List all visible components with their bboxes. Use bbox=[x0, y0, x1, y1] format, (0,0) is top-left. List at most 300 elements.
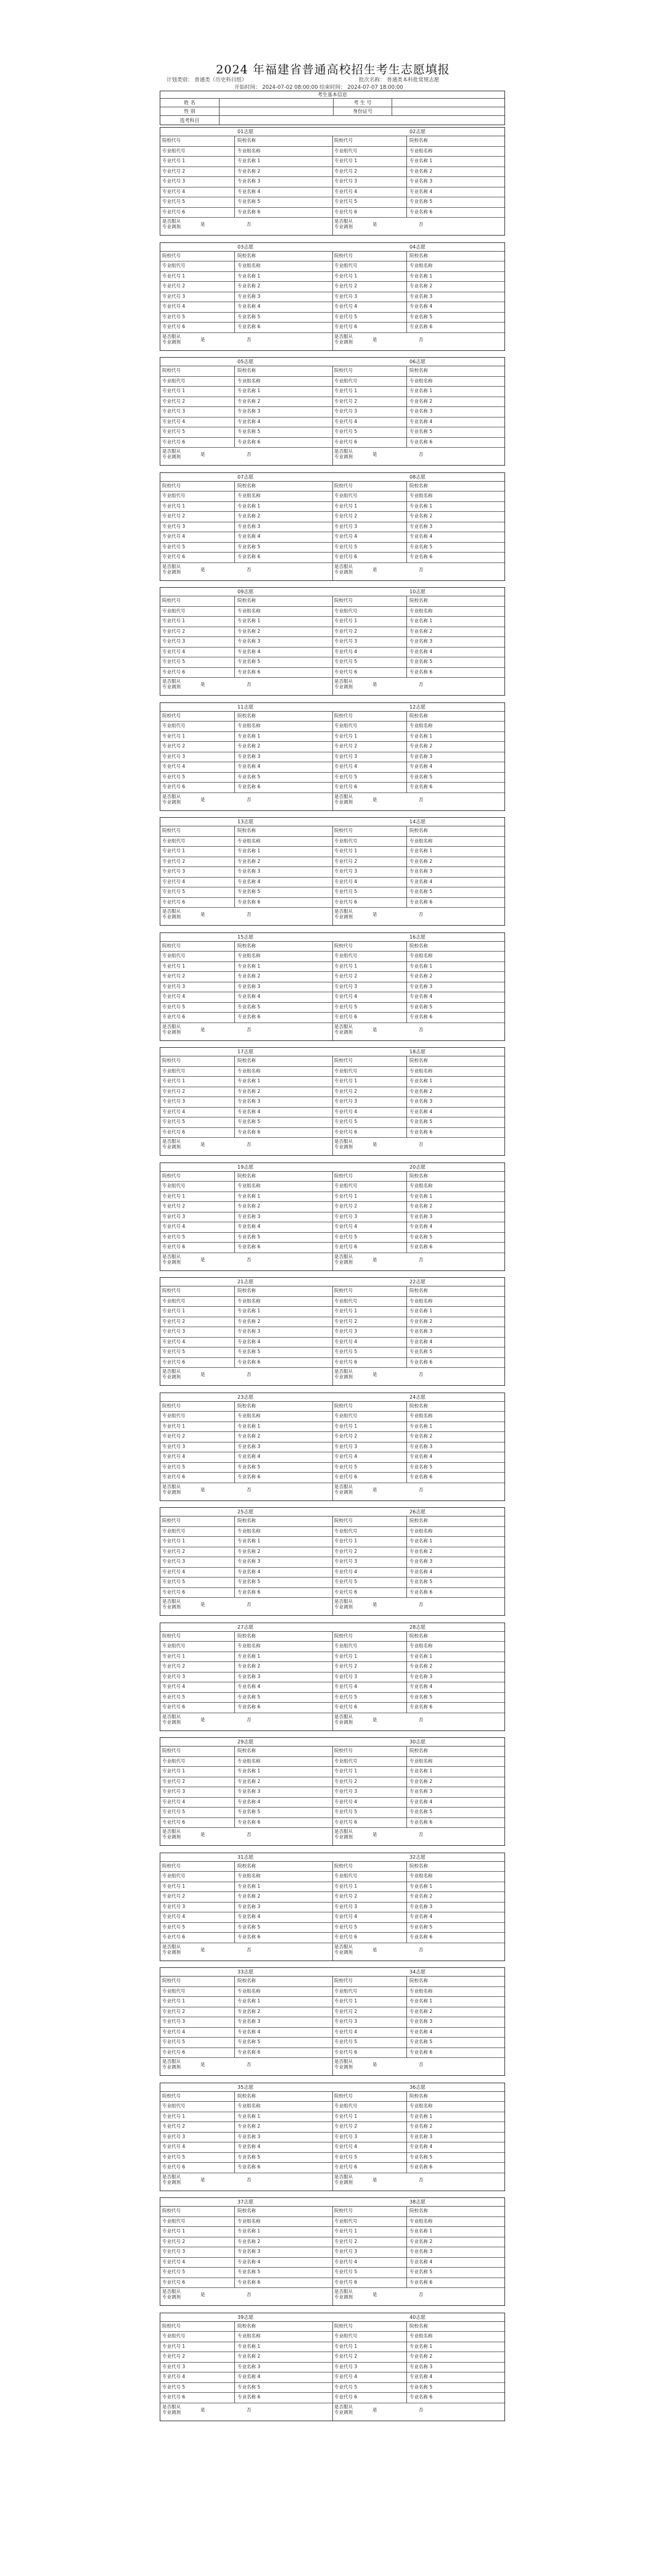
major-index: 6 bbox=[182, 2394, 186, 2400]
major-group-code-label: 专业组代号 bbox=[334, 723, 358, 728]
adjust-yes-option[interactable]: 是 bbox=[200, 2176, 205, 2183]
major-name-label bbox=[237, 1454, 260, 1460]
candidate-no-value[interactable] bbox=[392, 99, 506, 107]
cell-divider bbox=[406, 1056, 407, 1066]
cell-divider bbox=[406, 2142, 407, 2152]
major-code-label bbox=[334, 1663, 357, 1669]
adjust-yes-option[interactable]: 是 bbox=[200, 2406, 205, 2413]
major-name-label bbox=[237, 763, 260, 770]
major-index: 5 bbox=[257, 1809, 261, 1814]
row-line bbox=[160, 1337, 504, 1338]
major-index: 3 bbox=[429, 1903, 433, 1909]
major-index: 1 bbox=[182, 1193, 186, 1199]
adjust-yes-option[interactable]: 是 bbox=[200, 1372, 205, 1377]
major-code-label bbox=[162, 743, 185, 749]
group-body bbox=[160, 1056, 504, 1155]
adjust-yes-option[interactable]: 是 bbox=[372, 336, 377, 342]
major-code-prefix: 专业代号 bbox=[162, 2039, 181, 2044]
major-code-prefix: 专业代号 bbox=[334, 1433, 353, 1439]
major-code-prefix: 专业代号 bbox=[334, 1463, 353, 1470]
major-name-prefix: 专业名称 bbox=[409, 2238, 428, 2244]
major-index: 2 bbox=[354, 628, 358, 634]
major-code-label bbox=[162, 2029, 185, 2035]
cell-divider bbox=[406, 1171, 407, 1182]
group-body bbox=[160, 941, 504, 1040]
major-group-name-label: 专业组名称 bbox=[237, 263, 261, 268]
major-code-prefix: 专业代号 bbox=[162, 2374, 181, 2379]
plan-category: 计划类别： 普通类（历史科目组） bbox=[166, 77, 247, 83]
adjust-no-option[interactable]: 否 bbox=[247, 221, 252, 227]
major-index: 5 bbox=[182, 889, 186, 894]
group-number-label bbox=[237, 1738, 253, 1746]
major-name-prefix: 专业名称 bbox=[237, 1548, 256, 1554]
cell-divider bbox=[406, 951, 407, 961]
group-number-label bbox=[409, 1968, 426, 1976]
major-code-label bbox=[162, 554, 185, 560]
major-code-label bbox=[162, 513, 185, 519]
major-name-prefix: 专业名称 bbox=[409, 303, 428, 309]
major-name-label bbox=[237, 2279, 260, 2286]
major-index: 2 bbox=[429, 973, 433, 979]
major-group-name-label: 专业组名称 bbox=[237, 1298, 261, 1304]
adjust-yes-option[interactable]: 是 bbox=[372, 1142, 377, 1147]
major-name-prefix: 专业名称 bbox=[237, 1914, 256, 1919]
adjust-no-option[interactable]: 否 bbox=[419, 1372, 424, 1377]
school-name-label: 院校名称 bbox=[409, 1172, 428, 1179]
major-name-prefix: 专业名称 bbox=[237, 158, 256, 163]
adjust-no-option[interactable]: 否 bbox=[247, 1372, 252, 1377]
adjust-no-option[interactable]: 否 bbox=[419, 566, 424, 572]
major-code-label bbox=[334, 324, 357, 330]
adjust-no-option[interactable]: 否 bbox=[247, 2062, 252, 2067]
major-code-label bbox=[162, 754, 185, 760]
adjust-yes-option[interactable]: 是 bbox=[372, 2292, 377, 2297]
cell-divider bbox=[406, 2321, 407, 2332]
adjust-label-line2: 专业调剂 bbox=[334, 2179, 353, 2185]
major-index: 6 bbox=[354, 1934, 358, 1940]
cell-divider bbox=[406, 501, 407, 512]
row-line bbox=[160, 376, 504, 377]
adjust-no-option[interactable]: 否 bbox=[247, 1716, 252, 1722]
major-code-prefix: 专业代号 bbox=[334, 1819, 353, 1825]
adjust-no-option[interactable]: 否 bbox=[247, 566, 252, 572]
major-index: 6 bbox=[354, 1359, 358, 1365]
major-index: 4 bbox=[354, 533, 358, 539]
major-name-label bbox=[237, 398, 260, 405]
adjust-no-option[interactable]: 否 bbox=[419, 681, 424, 687]
major-index: 2 bbox=[182, 398, 186, 404]
adjust-yes-option[interactable]: 是 bbox=[372, 911, 377, 917]
major-index: 5 bbox=[182, 2154, 186, 2160]
major-code-prefix: 专业代号 bbox=[162, 1233, 181, 1240]
major-name-prefix: 专业名称 bbox=[237, 418, 256, 424]
adjust-no-option[interactable]: 否 bbox=[247, 336, 252, 342]
cell-divider bbox=[234, 187, 235, 197]
row-line bbox=[160, 176, 504, 177]
major-group-name-label: 专业组名称 bbox=[409, 1183, 433, 1188]
id-value[interactable] bbox=[392, 107, 506, 115]
major-name-label bbox=[237, 848, 260, 854]
major-code-prefix: 专业代号 bbox=[334, 523, 353, 529]
major-code-prefix: 专业代号 bbox=[162, 2384, 181, 2390]
group-number: 03 bbox=[237, 244, 244, 250]
adjust-no-option[interactable]: 否 bbox=[247, 1486, 252, 1492]
major-index: 3 bbox=[429, 1558, 433, 1564]
cell-divider bbox=[234, 1672, 235, 1682]
adjust-no-option[interactable]: 否 bbox=[419, 1026, 424, 1032]
adjust-yes-option[interactable]: 是 bbox=[372, 1256, 377, 1262]
major-name-label bbox=[409, 868, 432, 874]
adjust-yes-option[interactable]: 是 bbox=[372, 1372, 377, 1377]
major-index: 1 bbox=[354, 618, 358, 623]
adjust-label-line2: 专业调剂 bbox=[162, 684, 181, 689]
major-name-label bbox=[409, 1234, 432, 1240]
adjust-no-option[interactable]: 否 bbox=[419, 2176, 424, 2183]
major-code-prefix: 专业代号 bbox=[334, 1108, 353, 1114]
adjust-yes-option[interactable]: 是 bbox=[200, 1026, 205, 1032]
major-name-prefix: 专业名称 bbox=[237, 523, 256, 529]
major-code-label bbox=[334, 1119, 357, 1125]
cell-divider bbox=[234, 167, 235, 177]
major-code-label bbox=[162, 294, 185, 300]
major-code-label bbox=[334, 408, 357, 414]
adjust-yes-option[interactable]: 是 bbox=[200, 681, 205, 687]
row-line bbox=[160, 1597, 504, 1598]
adjust-no-option[interactable]: 否 bbox=[247, 1026, 252, 1032]
adjust-no-option[interactable]: 否 bbox=[419, 1946, 424, 1953]
adjust-yes-option[interactable]: 是 bbox=[200, 1486, 205, 1492]
cell-divider bbox=[234, 846, 235, 857]
cell-divider bbox=[234, 2362, 235, 2372]
major-name-prefix: 专业名称 bbox=[409, 1684, 428, 1689]
adjust-yes-option[interactable]: 是 bbox=[372, 1832, 377, 1837]
adjust-yes-option[interactable]: 是 bbox=[372, 221, 377, 227]
cell-divider bbox=[234, 1631, 235, 1642]
major-name-label bbox=[409, 1214, 432, 1220]
group-suffix: 志愿 bbox=[416, 1279, 426, 1285]
adjust-no-option[interactable]: 否 bbox=[419, 451, 424, 457]
major-name-label bbox=[409, 2029, 432, 2035]
adjust-no-option[interactable]: 否 bbox=[419, 221, 424, 227]
adjust-yes-option[interactable]: 是 bbox=[372, 2406, 377, 2413]
cell-divider bbox=[406, 741, 407, 752]
cell-divider bbox=[234, 532, 235, 542]
row-line bbox=[160, 951, 504, 952]
row-line bbox=[160, 217, 504, 218]
major-group-code-label: 专业组代号 bbox=[162, 2333, 186, 2339]
major-name-label bbox=[409, 2144, 432, 2150]
adjust-yes-option[interactable]: 是 bbox=[200, 2292, 205, 2297]
group-suffix: 志愿 bbox=[244, 819, 254, 825]
adjust-no-option[interactable]: 否 bbox=[247, 1256, 252, 1262]
major-index: 6 bbox=[257, 2049, 261, 2055]
row-line bbox=[160, 647, 504, 648]
cell-divider bbox=[406, 481, 407, 492]
major-code-prefix: 专业代号 bbox=[162, 1474, 181, 1479]
major-name-label bbox=[409, 1694, 432, 1700]
major-name-prefix: 专业名称 bbox=[237, 1768, 256, 1774]
batch-name: 批次名称： 普通类本科批常规志愿 bbox=[359, 77, 440, 83]
adjust-yes-option[interactable]: 是 bbox=[372, 681, 377, 687]
major-code-label bbox=[162, 1359, 185, 1365]
major-name-label bbox=[409, 899, 432, 905]
adjust-yes-option[interactable]: 是 bbox=[200, 221, 205, 227]
major-name-label bbox=[237, 1203, 260, 1209]
adjust-no-option[interactable]: 否 bbox=[247, 2176, 252, 2183]
adjust-no-option[interactable]: 否 bbox=[419, 1716, 424, 1722]
adjust-yes-option[interactable]: 是 bbox=[200, 566, 205, 572]
adjust-no-option[interactable]: 否 bbox=[419, 1832, 424, 1837]
major-index: 2 bbox=[354, 1203, 358, 1209]
major-name-prefix: 专业名称 bbox=[409, 2363, 428, 2369]
adjust-no-option[interactable]: 否 bbox=[419, 911, 424, 917]
major-name-label bbox=[237, 2353, 260, 2360]
cell-divider bbox=[406, 302, 407, 312]
major-code-prefix: 专业代号 bbox=[162, 659, 181, 664]
major-index: 1 bbox=[354, 2228, 358, 2234]
school-code-label: 院校代号 bbox=[162, 1402, 181, 1409]
adjust-yes-option[interactable]: 是 bbox=[372, 2062, 377, 2067]
adjust-no-option[interactable]: 否 bbox=[247, 1142, 252, 1147]
major-code-label bbox=[162, 994, 185, 1000]
major-code-prefix: 专业代号 bbox=[334, 669, 353, 675]
cell-divider bbox=[406, 866, 407, 877]
cell-divider bbox=[406, 616, 407, 627]
adjust-no-option[interactable]: 否 bbox=[419, 1142, 424, 1147]
major-index: 4 bbox=[257, 1108, 261, 1114]
adjust-yes-option[interactable]: 是 bbox=[372, 1602, 377, 1607]
cell-divider bbox=[406, 1902, 407, 1912]
adjust-yes-option[interactable]: 是 bbox=[372, 451, 377, 457]
gender-value[interactable] bbox=[219, 107, 333, 115]
group-number: 11 bbox=[237, 704, 244, 710]
major-code-prefix: 专业代号 bbox=[162, 1338, 181, 1344]
group-suffix: 志愿 bbox=[416, 2199, 426, 2205]
cell-divider bbox=[234, 197, 235, 207]
group-number-label bbox=[409, 818, 426, 826]
adjust-yes-option[interactable]: 是 bbox=[372, 566, 377, 572]
adjust-no-option[interactable]: 否 bbox=[419, 796, 424, 802]
major-code-label bbox=[334, 1129, 357, 1135]
cell-divider bbox=[406, 877, 407, 887]
row-line bbox=[160, 1922, 504, 1923]
school-code-label: 院校代号 bbox=[334, 1748, 353, 1753]
major-name-label bbox=[237, 2144, 260, 2150]
major-code-prefix: 专业代号 bbox=[162, 533, 181, 539]
subjects-value[interactable] bbox=[219, 116, 506, 125]
major-code-prefix: 专业代号 bbox=[162, 303, 181, 309]
row-line bbox=[160, 667, 504, 668]
major-name-label bbox=[409, 524, 432, 530]
major-index: 5 bbox=[354, 199, 358, 204]
major-index: 3 bbox=[182, 1673, 186, 1679]
adjust-yes-option[interactable]: 是 bbox=[200, 1142, 205, 1147]
row-line bbox=[160, 1462, 504, 1463]
adjust-yes-option[interactable]: 是 bbox=[372, 2176, 377, 2183]
group-number-label bbox=[237, 818, 253, 826]
major-name-label bbox=[409, 199, 432, 205]
major-index: 6 bbox=[354, 1704, 358, 1710]
adjust-no-option[interactable]: 否 bbox=[247, 1602, 252, 1607]
major-code-label bbox=[334, 1454, 357, 1460]
major-index: 3 bbox=[429, 1328, 433, 1334]
column-divider bbox=[332, 2206, 333, 2305]
cell-divider bbox=[234, 866, 235, 877]
group-suffix: 志愿 bbox=[244, 1739, 254, 1745]
adjust-no-option[interactable]: 否 bbox=[419, 2062, 424, 2067]
major-name-label bbox=[237, 784, 260, 790]
major-index: 5 bbox=[429, 2269, 433, 2274]
major-name-prefix: 专业名称 bbox=[409, 784, 428, 789]
major-code-label bbox=[162, 2154, 185, 2160]
major-code-prefix: 专业代号 bbox=[334, 1798, 353, 1804]
major-name-label bbox=[409, 784, 432, 790]
cell-divider bbox=[234, 941, 235, 952]
adjust-no-option[interactable]: 否 bbox=[247, 911, 252, 917]
adjust-yes-option[interactable]: 是 bbox=[372, 1486, 377, 1492]
major-name-label bbox=[237, 2049, 260, 2055]
cell-divider bbox=[234, 857, 235, 867]
adjust-yes-option[interactable]: 是 bbox=[200, 911, 205, 917]
adjust-yes-option[interactable]: 是 bbox=[372, 796, 377, 802]
major-name-label bbox=[409, 1109, 432, 1115]
major-code-label bbox=[162, 733, 185, 739]
adjust-yes-option[interactable]: 是 bbox=[372, 1716, 377, 1722]
major-index: 1 bbox=[429, 158, 433, 163]
adjust-no-option[interactable]: 否 bbox=[419, 336, 424, 342]
major-code-prefix: 专业代号 bbox=[334, 618, 353, 623]
major-index: 1 bbox=[257, 273, 261, 279]
adjust-label-line1: 是否服从 bbox=[162, 678, 181, 684]
major-index: 5 bbox=[354, 2384, 358, 2390]
row-line bbox=[160, 406, 504, 407]
school-code-label: 院校代号 bbox=[162, 482, 181, 488]
major-index: 6 bbox=[257, 669, 261, 675]
major-name-label bbox=[237, 294, 260, 300]
major-index: 5 bbox=[257, 313, 261, 319]
major-code-label bbox=[334, 314, 357, 320]
volunteer-group-pair bbox=[160, 2083, 505, 2191]
major-code-prefix: 专业代号 bbox=[162, 429, 181, 434]
adjust-yes-option[interactable]: 是 bbox=[200, 1946, 205, 1953]
adjust-yes-option[interactable]: 是 bbox=[200, 1256, 205, 1262]
major-name-label bbox=[237, 273, 260, 279]
adjust-yes-option[interactable]: 是 bbox=[200, 336, 205, 342]
major-group-name-label: 专业组名称 bbox=[409, 377, 433, 384]
major-code-prefix: 专业代号 bbox=[334, 2133, 353, 2139]
school-code-label: 院校代号 bbox=[334, 1058, 353, 1063]
school-code-label: 院校代号 bbox=[334, 138, 353, 143]
major-index: 5 bbox=[182, 543, 186, 549]
row-line bbox=[160, 2037, 504, 2038]
major-name-label bbox=[237, 2154, 260, 2160]
adjust-yes-option[interactable]: 是 bbox=[200, 1716, 205, 1722]
major-group-name-label: 专业组名称 bbox=[237, 1528, 261, 1534]
adjust-yes-option[interactable]: 是 bbox=[200, 2062, 205, 2067]
adjust-yes-option[interactable]: 是 bbox=[200, 1602, 205, 1607]
major-name-prefix: 专业名称 bbox=[237, 1308, 256, 1314]
major-name-prefix: 专业名称 bbox=[237, 1233, 256, 1240]
major-code-prefix: 专业代号 bbox=[334, 2164, 353, 2170]
adjust-no-option[interactable]: 否 bbox=[419, 2292, 424, 2297]
adjust-no-option[interactable]: 否 bbox=[247, 451, 252, 457]
adjust-no-option[interactable]: 否 bbox=[247, 1832, 252, 1837]
adjust-label-line1: 是否服从 bbox=[162, 333, 181, 339]
cell-divider bbox=[234, 146, 235, 157]
row-line bbox=[160, 281, 504, 282]
adjust-yes-option[interactable]: 是 bbox=[200, 1832, 205, 1837]
group-number: 22 bbox=[409, 1279, 416, 1285]
school-code-label: 院校代号 bbox=[162, 1978, 181, 1983]
row-line bbox=[160, 1347, 504, 1348]
group-suffix: 志愿 bbox=[416, 1624, 426, 1630]
major-name-label bbox=[409, 2113, 432, 2120]
major-code-prefix: 专业代号 bbox=[334, 1684, 353, 1689]
cell-divider bbox=[406, 2352, 407, 2362]
adjust-no-option[interactable]: 否 bbox=[419, 1602, 424, 1607]
major-name-prefix: 专业名称 bbox=[409, 1579, 428, 1584]
adjust-no-option[interactable]: 否 bbox=[247, 1946, 252, 1953]
adjust-yes-option[interactable]: 是 bbox=[372, 1026, 377, 1032]
major-code-prefix: 专业代号 bbox=[334, 1119, 353, 1124]
major-code-prefix: 专业代号 bbox=[162, 733, 181, 739]
row-line bbox=[160, 1817, 504, 1818]
adjust-no-option[interactable]: 否 bbox=[419, 1486, 424, 1492]
major-name-prefix: 专业名称 bbox=[409, 2008, 428, 2014]
major-name-prefix: 专业名称 bbox=[237, 2269, 256, 2274]
major-index: 2 bbox=[354, 858, 358, 864]
major-name-prefix: 专业名称 bbox=[237, 1568, 256, 1574]
adjust-no-option[interactable]: 否 bbox=[419, 2406, 424, 2413]
major-code-label bbox=[162, 1934, 185, 1940]
adjust-no-option[interactable]: 否 bbox=[419, 1256, 424, 1262]
cell-divider bbox=[234, 2047, 235, 2058]
major-name-label bbox=[237, 314, 260, 320]
major-index: 5 bbox=[429, 543, 433, 549]
major-index: 2 bbox=[182, 1318, 186, 1324]
major-index: 2 bbox=[182, 973, 186, 979]
adjust-no-option[interactable]: 否 bbox=[247, 2292, 252, 2297]
name-value[interactable] bbox=[219, 99, 333, 107]
row-line bbox=[160, 2057, 504, 2058]
group-body bbox=[160, 136, 504, 235]
major-index: 4 bbox=[354, 2258, 358, 2265]
volunteer-group-pair bbox=[160, 1162, 505, 1271]
cell-divider bbox=[234, 2352, 235, 2362]
adjust-no-option[interactable]: 否 bbox=[247, 681, 252, 687]
major-name-label bbox=[237, 1924, 260, 1930]
adjust-no-option[interactable]: 否 bbox=[247, 2406, 252, 2413]
major-index: 3 bbox=[354, 753, 358, 759]
adjust-label-line2: 专业调剂 bbox=[334, 2064, 353, 2070]
group-number-label bbox=[237, 1623, 253, 1631]
adjust-yes-option[interactable]: 是 bbox=[200, 796, 205, 802]
cell-divider bbox=[234, 1976, 235, 1986]
adjust-yes-option[interactable]: 是 bbox=[200, 451, 205, 457]
cell-divider bbox=[234, 1996, 235, 2007]
major-name-label bbox=[237, 2384, 260, 2390]
volunteer-group-pair bbox=[160, 1737, 505, 1846]
major-code-label bbox=[334, 1579, 357, 1585]
major-name-prefix: 专业名称 bbox=[237, 763, 256, 769]
major-name-prefix: 专业名称 bbox=[237, 408, 256, 414]
adjust-no-option[interactable]: 否 bbox=[247, 796, 252, 802]
major-index: 4 bbox=[429, 878, 433, 884]
major-index: 3 bbox=[257, 868, 261, 874]
adjust-yes-option[interactable]: 是 bbox=[372, 1946, 377, 1953]
major-name-label bbox=[237, 544, 260, 550]
major-code-label bbox=[334, 1014, 357, 1020]
